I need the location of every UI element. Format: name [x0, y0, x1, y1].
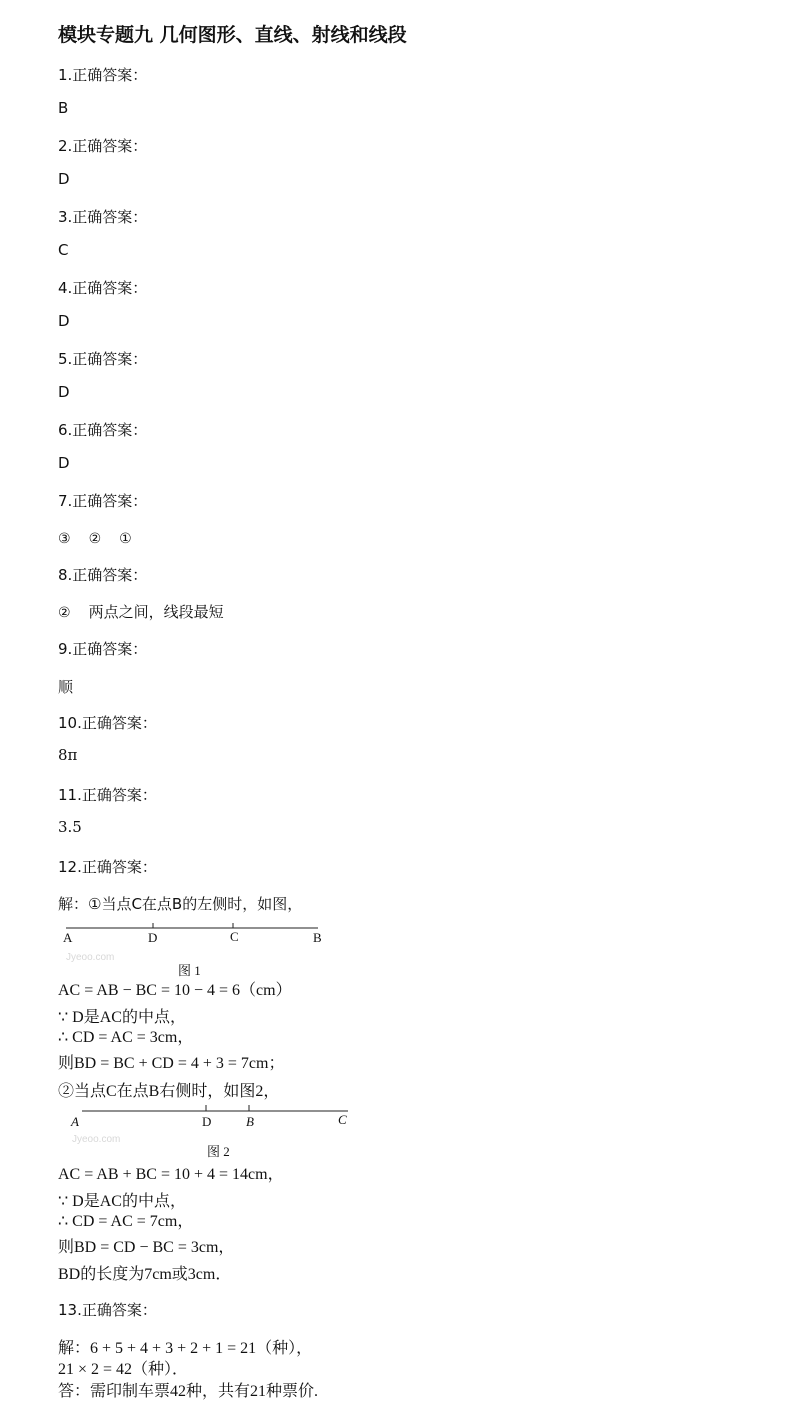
fig2-point-c: C: [338, 1112, 347, 1127]
question-9-label: 9.正确答案：: [58, 640, 148, 658]
question-5-answer: D: [58, 383, 70, 401]
q12-line-7: AC = AB + BC = 10 + 4 = 14cm，: [58, 1166, 284, 1183]
answer-item: 两点之间，线段最短: [88, 603, 224, 621]
fig2-watermark: Jyeoo.com: [72, 1134, 121, 1145]
question-6-label: 6.正确答案：: [58, 421, 148, 439]
question-5-label: 5.正确答案：: [58, 350, 148, 368]
question-11-label: 11.正确答案：: [58, 786, 157, 804]
fig1-point-c: C: [230, 929, 239, 944]
fig2-point-d: D: [202, 1114, 212, 1129]
q12-line-2: AC = AB − BC = 10 − 4 = 6（cm）: [58, 982, 292, 999]
question-8-label: 8.正确答案：: [58, 566, 148, 584]
fig1-caption: 图 1: [178, 963, 201, 978]
q12-line-6: ②当点C在点B右侧时，如图2，: [58, 1083, 280, 1100]
q12-line-9: ∴ CD = AC = 7cm，: [58, 1213, 194, 1230]
fig2-point-b: B: [246, 1114, 254, 1129]
fig1-point-b: B: [313, 930, 322, 945]
q13-line-2: 21 × 2 = 42（种）．: [58, 1361, 189, 1378]
question-7-label: 7.正确答案：: [58, 492, 148, 510]
q13-line-3: 答：需印制车票42种，共有21种票价.: [58, 1383, 319, 1400]
q12-line-3: ∵ D是AC的中点，: [58, 1009, 186, 1026]
q12-line-8: ∵ D是AC的中点，: [58, 1193, 186, 1210]
question-3-answer: C: [58, 241, 69, 259]
fig2-caption: 图 2: [207, 1144, 230, 1159]
q12-line-1: 解：①当点C在点B的左侧时，如图，: [58, 895, 303, 913]
question-2-answer: D: [58, 170, 70, 188]
question-10-label: 10.正确答案：: [58, 714, 157, 732]
answer-item: ③: [58, 531, 71, 547]
q12-line-5: 则BD = BC + CD = 4 + 3 = 7cm；: [58, 1055, 285, 1072]
question-4-label: 4.正确答案：: [58, 279, 148, 297]
question-1-answer: B: [58, 99, 69, 117]
fig2-point-a: A: [71, 1114, 79, 1129]
question-13-label: 13.正确答案：: [58, 1301, 157, 1319]
question-11-answer: 3.5: [58, 818, 82, 836]
answer-item: ②: [58, 605, 71, 621]
question-9-answer: 顺: [58, 678, 74, 696]
question-7-answer: [58, 529, 150, 547]
question-3-label: 3.正确答案：: [58, 208, 148, 226]
q12-line-11: BD的长度为7cm或3cm．: [58, 1266, 232, 1283]
answer-item: ①: [119, 531, 132, 547]
fig1-watermark: Jyeoo.com: [66, 952, 115, 963]
question-2-label: 2.正确答案：: [58, 137, 148, 155]
question-12-label: 12.正确答案：: [58, 858, 157, 876]
q13-line-1: 解：6 + 5 + 4 + 3 + 2 + 1 = 21（种），: [58, 1340, 313, 1357]
question-4-answer: D: [58, 312, 70, 330]
page-title: 模块专题九 几何图形、直线、射线和线段: [58, 24, 407, 46]
question-1-label: 1.正确答案：: [58, 66, 148, 84]
question-10-answer: 8π: [58, 746, 78, 764]
q12-line-4: ∴ CD = AC = 3cm，: [58, 1029, 194, 1046]
fig1-point-a: A: [63, 930, 73, 945]
answer-item: ②: [88, 531, 102, 547]
q12-line-10: 则BD = CD − BC = 3cm，: [58, 1239, 235, 1256]
fig1-point-d: D: [148, 930, 158, 945]
question-8-answer: [58, 601, 224, 622]
question-6-answer: D: [58, 454, 70, 472]
